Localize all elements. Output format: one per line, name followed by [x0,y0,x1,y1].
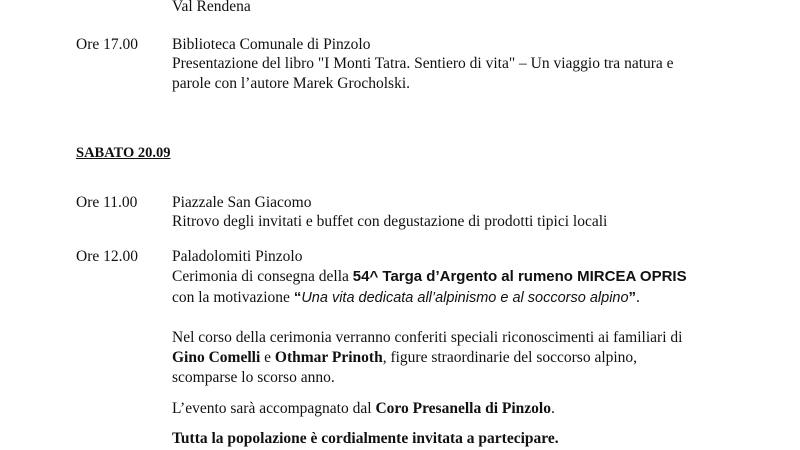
honoree-name: Gino Comelli [172,349,261,366]
ceremony-text: Cerimonia di consegna della [172,268,353,285]
top-line: Val Rendena [172,0,251,15]
event-time: Ore 11.00 [76,194,138,211]
quote-open: “ [293,289,302,306]
recognition-line-2 [172,349,637,367]
motivation-end: . [636,289,640,306]
choir-name: Coro Presanella di Pinzolo [375,400,551,417]
recognition-line-1: Nel corso della cerimonia verranno conferiti speciali riconoscimenti ai familiari di [172,329,683,346]
recognition-rest: , figure straordinarie del soccorso alpino, [382,349,638,366]
event-place: Biblioteca Comunale di Pinzolo [172,36,371,53]
quote-close: ” [628,289,637,306]
award-title: 54^ Targa d’Argento al rumeno MIRCEA OPRIS [352,268,687,285]
motivation-line [172,289,640,307]
event-place: Paladolomiti Pinzolo [172,248,303,265]
recognition-line-3: scomparse lo scorso anno. [172,369,335,386]
motivation-label: con la motivazione [172,289,294,306]
choir-text: L’evento sarà accompagnato dal [172,400,376,417]
conjunction: e [260,349,275,366]
event-description: parole con l’autore Marek Grocholski. [172,75,411,92]
event-time: Ore 12.00 [76,248,138,265]
event-time: Ore 17.00 [76,36,138,53]
event-place: Piazzale San Giacomo [172,194,312,211]
ceremony-line [172,268,687,286]
choir-line [172,400,555,418]
closing-invitation: Tutta la popolazione è cordialmente invitata a partecipare. [172,430,559,447]
honoree-name: Othmar Prinoth [274,349,383,366]
event-description: Ritrovo degli invitati e buffet con degustazione di prodotti tipici locali [172,213,608,230]
event-description: Presentazione del libro "I Monti Tatra. Sentiero di vita" – Un viaggio tra natura e [172,55,674,72]
motivation-quote: Una vita dedicata all’alpinismo e al soccorso alpino [301,290,629,306]
choir-end: . [550,400,555,417]
day-heading: SABATO 20.09 [76,145,171,161]
